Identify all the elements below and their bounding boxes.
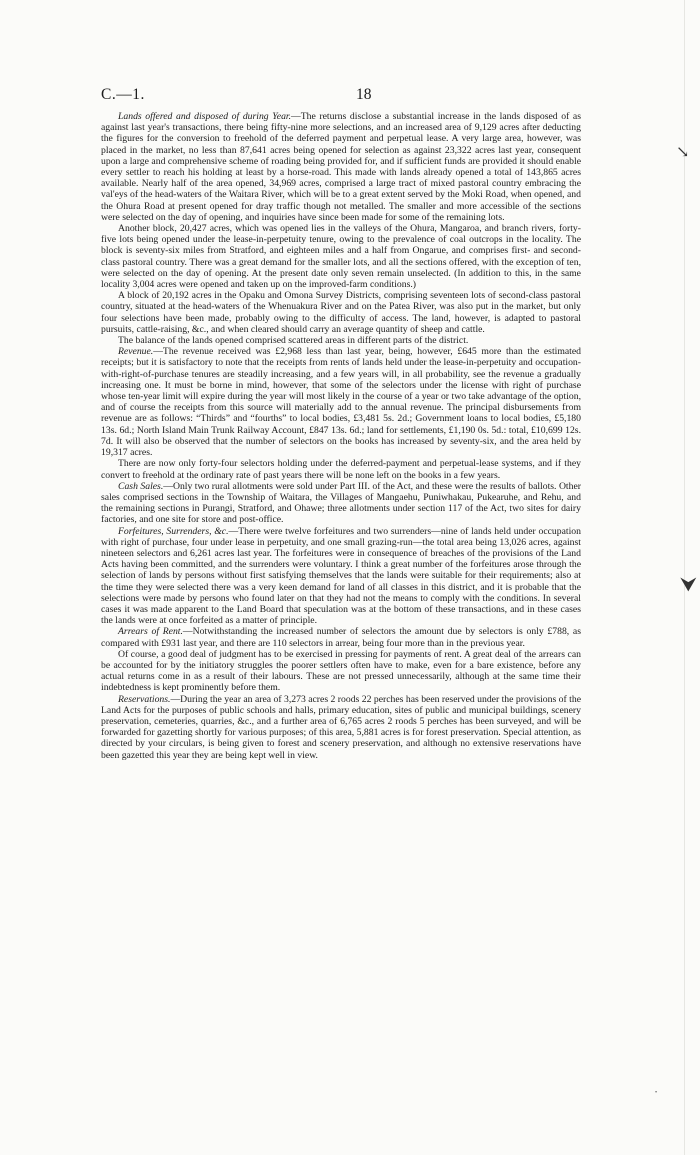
paragraph-deferred-payment	[101, 458, 581, 480]
paragraph-text: The balance of the lands opened comprised scattered areas in different parts of the district.	[118, 335, 469, 347]
section-heading: Arrears of Rent.	[118, 626, 183, 638]
paragraph-text: There are now only forty-four selectors holding under the deferred-payment and perpetual-lease systems, and if they convert to freehold at the ordinary rate of past years there will be none left on the books in a few years.	[101, 458, 581, 481]
paragraph-forfeitures	[101, 526, 581, 627]
paragraph-balance	[101, 335, 581, 346]
paragraph-judgment	[101, 649, 581, 694]
paragraph-another-block	[101, 223, 581, 290]
section-heading: Cash Sales.	[118, 480, 164, 492]
page-number: 18	[356, 86, 372, 103]
scan-speck: •	[655, 1090, 658, 1096]
margin-tick-mark: ↘	[676, 144, 690, 161]
paragraph-text: —The revenue received was £2,968 less than last year, being, however, £645 more than the estimated receipts; but it is satisfactory to note that the receipts from rents of lands held under the lease-in-perpetuity and occupation-with-right-of-purchase tenures are steadily increasing, and a few years will, in all probability, see the revenue a gradually increasing one. It must be borne in mind, however, that some of the selectors under the license with right of purchase whose ten-year limit will expire during the year will most likely in the course of a year or two take advantage of the option, and of course the receipts from this source will materially add to the annual revenue. The principal disbursements from revenue are as follows: “Thirds” and “fourths” to local bodies, £3,481 5s. 2d.; Government loans to local bodies, £5,180 13s. 6d.; North Island Main Trunk Railway Account, £847 13s. 6d.; land for settlements, £1,190 0s. 5d.: total, £10,699 12s. 7d. It will also be observed that the number of selectors on the books has increased by seventy-six, and the area held by 19,317 acres.	[101, 346, 581, 459]
paragraph-text: —Only two rural allotments were sold under Part III. of the Act, and these were the results of ballots. Other sales comprised sections in the Township of Waitara, the Villages of Mangaehu, Puniwhakau, Pukearuhe, and Rehu, and the remaining sections in Purangi, Stratford, and Ohawe; three allotments under section 117 of the Act, two sites for dairy factories, and one site for store and post-office.	[101, 480, 581, 526]
section-heading: Forfeitures, Surrenders, &c.	[118, 525, 229, 537]
paragraph-text: —During the year an area of 3,273 acres 2 roods 22 perches has been reserved under the provisions of the Land Acts for the purposes of public schools and halls, primary education, sites of public and municipal buildings, scenery preservation, cemeteries, quarries, &c., and a further area of 6,765 acres 2 roods 5 perches has been surveyed, and will be forwarded for gazetting shortly for various purposes; of this area, 5,881 acres is for forest preservation. Special attention, as directed by your circulars, is being given to forest and scenery preservation, and although no extensive reservations have been gazetted this year they are being kept well in view.	[101, 693, 581, 761]
paragraph-opaku-block	[101, 290, 581, 335]
paragraph-reservations	[101, 694, 581, 761]
paragraph-text: Of course, a good deal of judgment has to be exercised in pressing for payments of rent. A great deal of the arrears can be accounted for by the initiatory struggles the poorer settlers often have to make, even for a bare existence, before any actual returns come in as a result of their labours. These are not pressed unnecessarily, although at the same time their indebtedness is kept prominently before them.	[101, 648, 581, 694]
margin-arrow-mark: ⮟	[680, 574, 697, 596]
page-reference: C.—1.	[101, 86, 145, 103]
paragraph-revenue	[101, 346, 581, 458]
paragraph-cash-sales	[101, 481, 581, 526]
document-body	[101, 111, 581, 761]
paragraph-lands-offered	[101, 111, 581, 223]
paragraph-text: —Notwithstanding the increased number of selectors the amount due by selectors is only £788, as compared with £931 last year, and there are 110 selectors in arrear, being four more than in the previous year.	[101, 626, 581, 649]
section-heading: Revenue.	[118, 346, 154, 358]
section-heading: Reservations.	[118, 693, 171, 705]
section-heading: Lands offered and disposed of during Year.	[118, 111, 292, 122]
paragraph-arrears	[101, 626, 581, 648]
paragraph-text: Another block, 20,427 acres, which was opened lies in the valleys of the Ohura, Mangaroa, and branch rivers, forty-five lots being opened under the lease-in-perpetuity tenure, owing to the prevalence of coal outcrops in the locality. The block is seventy-six miles from Stratford, and eighteen miles and a half from Ongarue, and comprises first- and second-class pastoral country. There was a great demand for the smaller lots, and all the sections offered, with the exception of ten, were selected on the day of opening. At the present date only seven remain unselected. (In addition to this, in the same locality 3,004 acres were opened and taken up on the improved-farm conditions.)	[101, 223, 581, 291]
page-header	[101, 86, 581, 106]
paragraph-text: A block of 20,192 acres in the Opaku and Omona Survey Districts, comprising seventeen lots of second-class pastoral country, situated at the head-waters of the Whenuakura River and on the Patea River, was also put in the market, but only four selections have been made, probably owing to the difficulty of access. The land, however, is adapted to pastoral pursuits, cattle-raising, &c., and when cleared should carry an average quantity of sheep and cattle.	[101, 290, 581, 335]
paragraph-text: —The returns disclose a substantial increase in the lands disposed of as against last year's transactions, there being fifty-nine more selections, and an increased area of 9,129 acres after deducting the figures for the conversion to freehold of the deferred payment and perpetual lease. A very large area, however, was placed in the market, no less than 87,641 acres being opened for selection as against 23,322 acres last year, consequent upon a large and comprehensive scheme of roading being provided for, and if sufficient funds are provided it should enable every settler to reach his holding at least by a horse-road. This made with lands already opened a total of 143,865 acres available. Nearly half of the area opened, 34,969 acres, comprised a large tract of mixed pastoral country embracing the val'eys of the head-waters of the Waitara River, which will be to a great extent served by the Moki Road, when opened, and the Ohura Road at present opened for dray traffic though not metalled. The smaller and more accessible of the sections were selected on the day of opening, and inquiries have since been made for some of the remaining lots.	[101, 111, 581, 223]
paragraph-text: —There were twelve forfeitures and two surrenders—nine of lands held under occupation with right of purchase, four under lease in perpetuity, and one small grazing-run—the total area being 13,026 acres, against nineteen selectors and 6,261 acres last year. The forfeitures were in consequence of breaches of the provisions of the Land Acts having been committed, and the surrenders were voluntary. I think a great number of the forfeitures arose through the selection of lands by persons without first satisfying themselves that the lands were suitable for their requirements; also at the time they were selected there was a very keen demand for land of all classes in this district, and it is probable that the selections were made by persons who found later on that they had not the means to comply with the conditions. In several cases it was made apparent to the Land Board that speculation was at the bottom of these transactions, and in these cases the lands were at once forfeited as a matter of principle.	[101, 525, 581, 627]
